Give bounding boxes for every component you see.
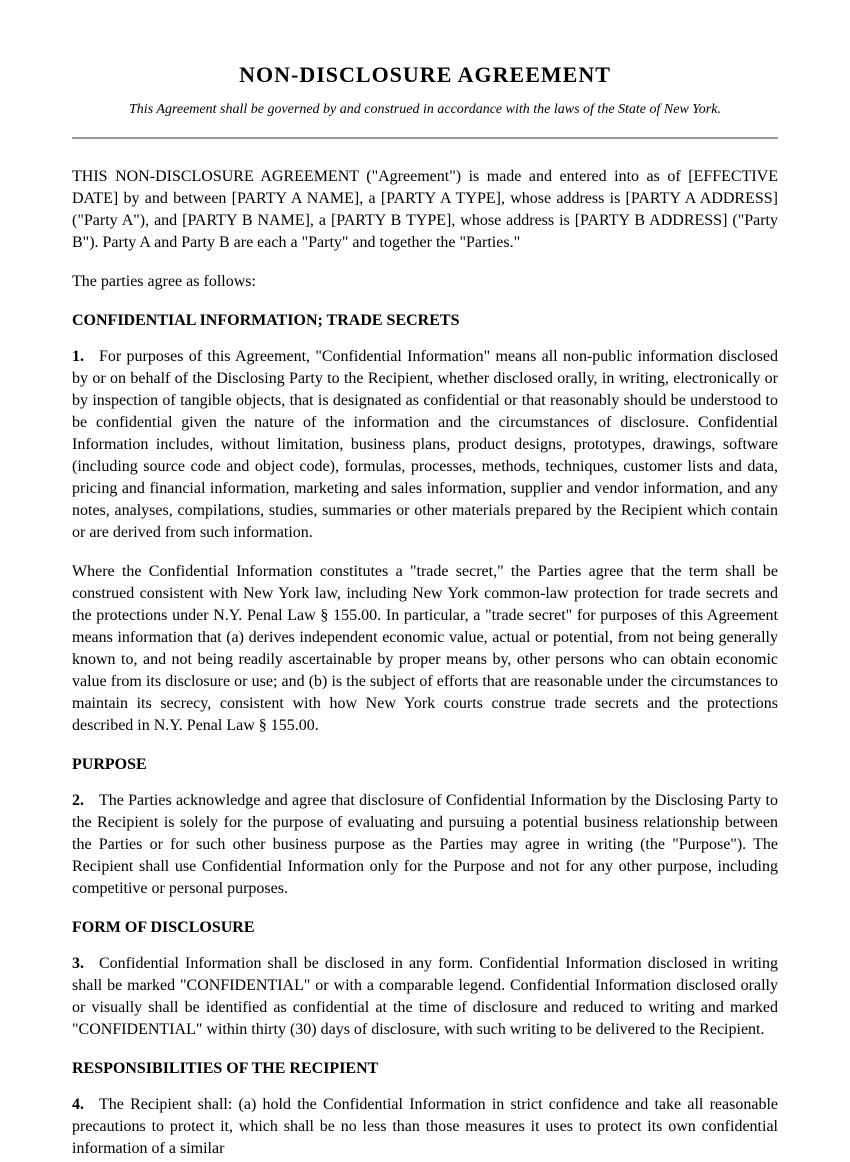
parties-agree-line: The parties agree as follows: (72, 273, 256, 290)
paragraph-number-1: 1. (72, 348, 84, 365)
governing-law-subtitle: This Agreement shall be governed by and construed in accordance with the laws of the State of New York. (129, 102, 721, 117)
document-title: NON-DISCLOSURE AGREEMENT (239, 62, 611, 87)
paragraph-text-trade-secret: Where the Confidential Information constitutes a "trade secret," the Parties agree that the term shall be construed consistent with New York law, including New York common-law protection for trade secrets and the protections under N.Y. Penal Law § 155.00. In particular, a "trade secret" for purposes of this Agreement means information that (a) derives independent economic value, actual or potential, from not being generally known to, and not being readily ascertainable by proper means by, other persons who can obtain economic value from its disclosure or use; and (b) is the subject of efforts that are reasonable under the circumstances to maintain its secrecy, consistent with how New York courts construe trade secrets and the protections described in N.Y. Penal Law § 155.00. (72, 563, 778, 734)
paragraph-number-4: 4. (72, 1096, 84, 1113)
section-purpose (72, 754, 778, 900)
paragraph-number-2: 2. (72, 792, 84, 809)
section-heading-confidential-information: CONFIDENTIAL INFORMATION; TRADE SECRETS (72, 312, 460, 329)
numbered-paragraph-4 (72, 1094, 778, 1160)
section-form-of-disclosure (72, 917, 778, 1041)
paragraph-text-2: The Parties acknowledge and agree that disclosure of Confidential Information by the Disclosing Party to the Recipient is solely for the purpose of evaluating and pursuing a potential business relationship between the Parties or for such other business purpose as the Parties may agree in writing (the "Purpose"). The Recipient shall use Confidential Information only for the Purpose and not for any other purpose, including competitive or personal purposes. (72, 792, 778, 897)
section-responsibilities-of-recipient (72, 1058, 778, 1160)
intro-paragraph: THIS NON-DISCLOSURE AGREEMENT ("Agreement") is made and entered into as of [EFFECTIVE DATE] by and between [PARTY A NAME], a [PARTY A TYPE], whose address is [PARTY A ADDRESS] ("Party A"), and [PARTY B NAME], a [PARTY B TYPE], whose address is [PARTY B ADDRESS] ("Party B"). Party A and Party B are each a "Party" and together the "Parties." (72, 168, 778, 251)
numbered-paragraph-3 (72, 953, 778, 1041)
numbered-paragraph-1 (72, 346, 778, 544)
title-divider (72, 137, 778, 139)
numbered-paragraph-2 (72, 790, 778, 900)
nda-document-page (0, 62, 850, 1162)
paragraph-text-1: For purposes of this Agreement, "Confidential Information" means all non-public information disclosed by or on behalf of the Disclosing Party to the Recipient, whether disclosed orally, in writing, electronically or by inspection of tangible objects, that is designated as confidential or that reasonably should be understood to be confidential given the nature of the information and the circumstances of disclosure. Confidential Information includes, without limitation, business plans, product designs, prototypes, drawings, software (including source code and object code), formulas, processes, methods, techniques, customer lists and data, pricing and financial information, marketing and sales information, supplier and vendor information, and any notes, analyses, compilations, studies, summaries or other materials prepared by the Recipient which contain or are derived from such information. (72, 348, 778, 541)
trade-secret-paragraph (72, 561, 778, 737)
paragraph-number-3: 3. (72, 955, 84, 972)
section-heading-form-of-disclosure: FORM OF DISCLOSURE (72, 919, 255, 936)
section-confidential-information (72, 310, 778, 737)
paragraph-text-4: The Recipient shall: (a) hold the Confidential Information in strict confidence and take all reasonable precautions to protect it, which shall be no less than those measures it uses to protect its own confidential information of a similar (72, 1096, 778, 1157)
section-heading-purpose: PURPOSE (72, 756, 147, 773)
section-heading-responsibilities: RESPONSIBILITIES OF THE RECIPIENT (72, 1060, 379, 1077)
paragraph-text-3: Confidential Information shall be disclosed in any form. Confidential Information disclosed in writing shall be marked "CONFIDENTIAL" or with a comparable legend. Confidential Information disclosed orally or visually shall be identified as confidential at the time of disclosure and reduced to writing and marked "CONFIDENTIAL" within thirty (30) days of disclosure, with such writing to be delivered to the Recipient. (72, 955, 778, 1038)
